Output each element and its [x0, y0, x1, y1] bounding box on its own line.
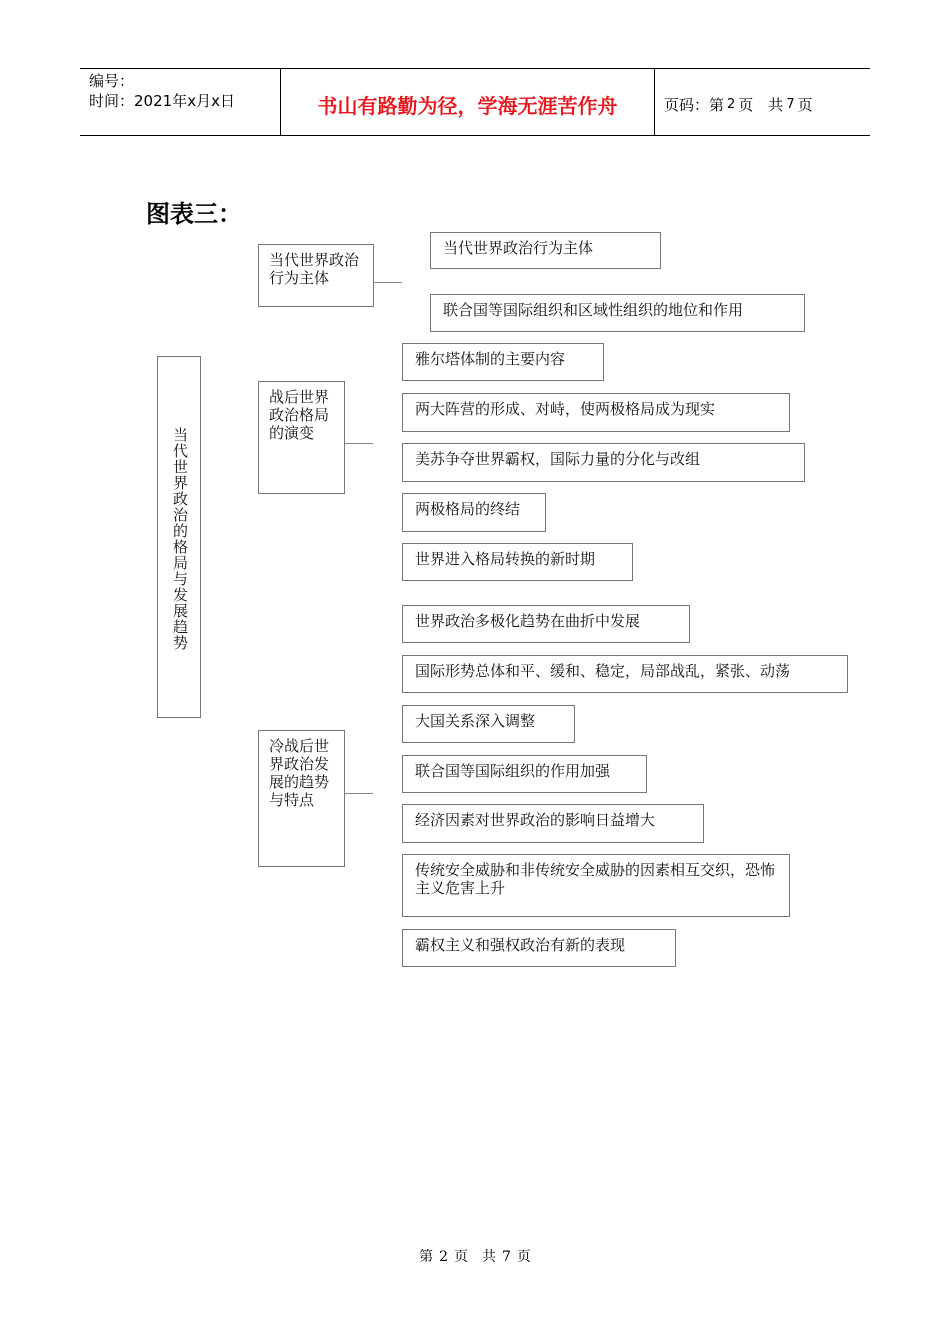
- page-suffix: 页: [797, 95, 813, 114]
- item-box: 两极格局的终结: [402, 493, 546, 532]
- time-label: 时间：: [89, 92, 135, 110]
- item-box: 两大阵营的形成、对峙，使两极格局成为现实: [402, 393, 790, 432]
- footer-mid: 页 共: [454, 1249, 496, 1265]
- page-mid: 页 共: [738, 95, 784, 114]
- header-page-info: [655, 69, 870, 135]
- category-box-actors: 当代世界政治行为主体: [258, 244, 374, 307]
- item-box: 雅尔塔体制的主要内容: [402, 343, 604, 381]
- document-header: [80, 68, 870, 136]
- item-box: 国际形势总体和平、缓和、稳定，局部战乱，紧张、动荡: [402, 655, 848, 693]
- item-box: 联合国等国际组织和区域性组织的地位和作用: [430, 294, 805, 332]
- time-value: 2021年x月x日: [134, 92, 235, 110]
- item-box: 大国关系深入调整: [402, 705, 575, 743]
- item-box: 当代世界政治行为主体: [430, 232, 661, 269]
- page-prefix: 页码：第: [664, 95, 725, 114]
- connector-line: [345, 443, 373, 444]
- page-footer: [0, 1246, 950, 1266]
- item-box: 经济因素对世界政治的影响日益增大: [402, 804, 704, 843]
- time-line: [89, 91, 280, 111]
- page-total: 7: [786, 96, 795, 112]
- connector-line: [374, 282, 402, 283]
- connector-line: [345, 793, 373, 794]
- item-box: 美苏争夺世界霸权，国际力量的分化与改组: [402, 443, 805, 482]
- footer-prefix: 第: [419, 1249, 434, 1265]
- figure-title: 图表三：: [146, 200, 242, 228]
- header-motto: 书山有路勤为径，学海无涯苦作舟: [281, 69, 655, 135]
- page-current: 2: [727, 96, 736, 112]
- item-box: 霸权主义和强权政治有新的表现: [402, 929, 676, 967]
- footer-current: 2: [439, 1249, 448, 1265]
- footer-total: 7: [502, 1249, 511, 1265]
- number-label: 编号：: [89, 72, 135, 90]
- footer-suffix: 页: [516, 1249, 531, 1265]
- item-box: 联合国等国际组织的作用加强: [402, 755, 647, 793]
- diagram-root-box: 当代世界政治的格局与发展趋势: [157, 356, 201, 718]
- header-meta: [80, 69, 281, 135]
- item-box: 世界进入格局转换的新时期: [402, 543, 633, 581]
- item-box: 世界政治多极化趋势在曲折中发展: [402, 605, 690, 643]
- item-box: 传统安全威胁和非传统安全威胁的因素相互交织，恐怖主义危害上升: [402, 854, 790, 917]
- category-box-post-cold-war: 冷战后世界政治发展的趋势与特点: [258, 730, 345, 867]
- category-box-postwar-evolution: 战后世界政治格局的演变: [258, 381, 345, 494]
